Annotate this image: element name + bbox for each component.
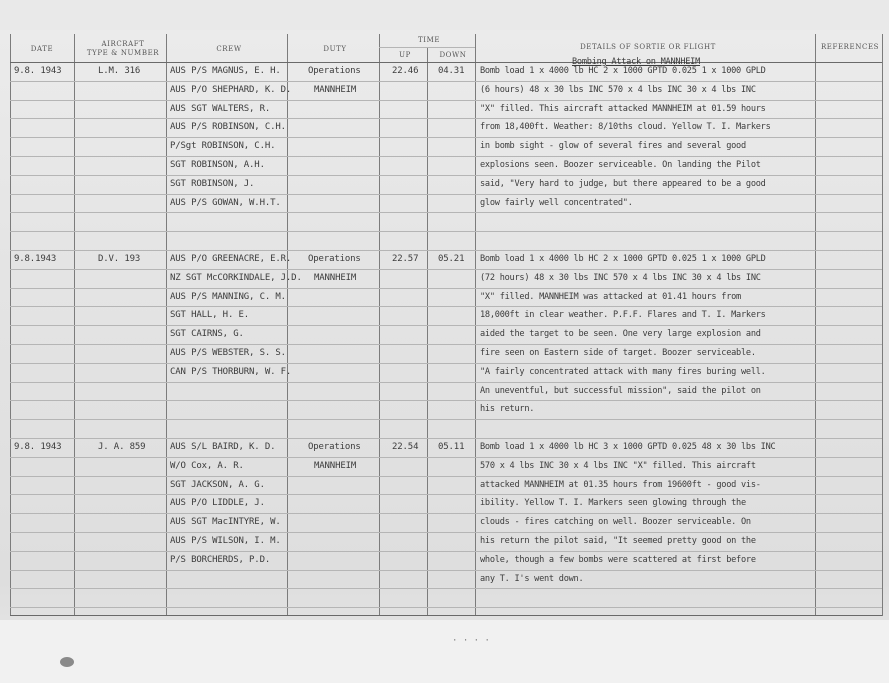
- crew-member: SGT HALL, H. E.: [170, 310, 250, 321]
- details-line: Bomb load 1 x 4000 lb HC 3 x 1000 GPTD 0.025 48 x 30 lbs INC: [480, 442, 776, 452]
- row-rule: [10, 250, 882, 251]
- crew-member: P/Sgt ROBINSON, C.H.: [170, 141, 276, 152]
- details-line: whole, though a few bombs were scattered at first before: [480, 554, 756, 565]
- aircraft-number: D.V. 193: [98, 254, 141, 264]
- details-line: Bomb load 1 x 4000 lb HC 2 x 1000 GPTD 0.025 1 x 1000 GPLD: [480, 66, 766, 76]
- duty-entry: Operations: [308, 66, 361, 76]
- crew-member: P/S BORCHERDS, P.D.: [170, 554, 271, 565]
- bottom-margin: [0, 620, 889, 683]
- details-line: said, "Very hard to judge, but there appeared to be a good: [480, 178, 766, 189]
- duty-entry: Operations: [308, 254, 361, 264]
- row-rule: [10, 607, 882, 608]
- row-rule: [10, 81, 882, 82]
- header-duty: DUTY: [323, 45, 347, 53]
- details-line: "X" filled. This aircraft attacked MANNHEIM at 01.59 hours: [480, 103, 766, 114]
- row-rule: [10, 156, 882, 157]
- crew-member: W/O Cox, A. R.: [170, 460, 244, 471]
- header-time-up: UP: [399, 51, 411, 59]
- page-mark: · · · ·: [452, 636, 490, 646]
- details-line: fire seen on Eastern side of target. Boozer serviceable.: [480, 348, 756, 358]
- details-line: "A fairly concentrated attack with many fires buring well.: [480, 366, 766, 377]
- duty-entry: MANNHEIM: [314, 84, 357, 95]
- row-rule: [10, 551, 882, 552]
- row-rule: [10, 288, 882, 289]
- sortie-date: 9.8. 1943: [14, 66, 62, 76]
- row-rule: [10, 231, 882, 232]
- table-bottom-rule: [10, 615, 882, 616]
- header-date: DATE: [30, 45, 54, 53]
- crew-member: SGT CAIRNS, G.: [170, 329, 244, 340]
- header-details: DETAILS OF SORTIE OR FLIGHT: [580, 43, 716, 51]
- row-rule: [10, 457, 882, 458]
- row-rule: [10, 476, 882, 477]
- details-line: aided the target to be seen. One very large explosion and: [480, 329, 761, 340]
- row-rule: [10, 400, 882, 401]
- details-line: his return.: [480, 404, 535, 415]
- row-rule: [10, 419, 882, 420]
- crew-member: NZ SGT McCORKINDALE, J.D.: [170, 272, 302, 283]
- row-rule: [10, 344, 882, 345]
- crew-member: SGT JACKSON, A. G.: [170, 479, 265, 490]
- crew-member: SGT ROBINSON, J.: [170, 178, 255, 189]
- duty-entry: MANNHEIM: [314, 460, 357, 471]
- crew-member: AUS P/S MANNING, C. M.: [170, 291, 286, 302]
- row-rule: [10, 212, 882, 213]
- details-line: (6 hours) 48 x 30 lbs INC 570 x 4 lbs INC 30 x 4 lbs INC: [480, 84, 756, 95]
- aircraft-number: L.M. 316: [98, 66, 141, 76]
- details-line: his return the pilot said, "It seemed pretty good on the: [480, 536, 756, 546]
- details-line: explosions seen. Boozer serviceable. On landing the Pilot: [480, 160, 761, 170]
- time-down: 05.21: [438, 254, 465, 264]
- time-up: 22.57: [392, 254, 419, 264]
- header-references: REFERENCES: [820, 43, 880, 51]
- column-rule: [882, 34, 883, 616]
- time-up: 22.54: [392, 442, 419, 452]
- header-crew: CREW: [216, 45, 242, 53]
- crew-member: AUS P/S GOWAN, W.H.T.: [170, 197, 281, 208]
- row-rule: [10, 438, 882, 439]
- aircraft-number: J. A. 859: [98, 442, 146, 452]
- row-rule: [10, 532, 882, 533]
- duty-entry: MANNHEIM: [314, 272, 357, 283]
- crew-member: SGT ROBINSON, A.H.: [170, 160, 265, 170]
- details-line: Bomb load 1 x 4000 lb HC 2 x 1000 GPTD 0.025 1 x 1000 GPLD: [480, 254, 766, 264]
- column-rule: [427, 47, 428, 616]
- time-down: 05.11: [438, 442, 465, 452]
- details-line: from 18,400ft. Weather: 8/10ths cloud. Yellow T. I. Markers: [480, 122, 771, 133]
- row-rule: [10, 175, 882, 176]
- row-rule: [10, 363, 882, 364]
- crew-member: CAN P/S THORBURN, W. F.: [170, 366, 292, 377]
- crew-member: AUS P/S WILSON, I. M.: [170, 536, 281, 546]
- row-rule: [10, 325, 882, 326]
- sortie-heading: Bombing Attack on MANNHEIM: [572, 57, 701, 67]
- crew-member: AUS S/L BAIRD, K. D.: [170, 442, 276, 452]
- row-rule: [10, 118, 882, 119]
- details-line: An uneventful, but successful mission", said the pilot on: [480, 385, 761, 396]
- crew-member: AUS SGT WALTERS, R.: [170, 103, 271, 114]
- time-up: 22.46: [392, 66, 419, 76]
- row-rule: [10, 269, 882, 270]
- row-rule: [10, 513, 882, 514]
- row-rule: [10, 382, 882, 383]
- header-time: TIME: [417, 36, 441, 44]
- duty-entry: Operations: [308, 442, 361, 452]
- top-margin: [0, 0, 889, 30]
- operations-record-table: [10, 34, 882, 616]
- details-line: attacked MANNHEIM at 01.35 hours from 19600ft - good vis-: [480, 479, 761, 490]
- row-rule: [10, 194, 882, 195]
- header-aircraft: [78, 40, 168, 58]
- header-aircraft-text: AIRCRAFT TYPE & NUMBER: [86, 40, 160, 57]
- row-rule: [10, 100, 882, 101]
- crew-member: AUS P/O GREENACRE, E.R.: [170, 254, 292, 264]
- details-line: (72 hours) 48 x 30 lbs INC 570 x 4 lbs INC 30 x 4 lbs INC: [480, 272, 761, 283]
- details-line: 18,000ft in clear weather. P.F.F. Flares and T. I. Markers: [480, 310, 766, 321]
- details-line: ibility. Yellow T. I. Markers seen glowing through the: [480, 498, 746, 509]
- header-time-down: DOWN: [439, 51, 467, 59]
- crew-member: AUS P/S ROBINSON, C.H.: [170, 122, 286, 133]
- sortie-date: 9.8. 1943: [14, 442, 62, 452]
- time-subheader-rule: [379, 47, 475, 48]
- details-line: glow fairly well concentrated".: [480, 197, 633, 208]
- details-line: any T. I's went down.: [480, 573, 584, 584]
- row-rule: [10, 570, 882, 571]
- details-line: "X" filled. MANNHEIM was attacked at 01.41 hours from: [480, 291, 741, 302]
- row-rule: [10, 137, 882, 138]
- sortie-date: 9.8.1943: [14, 254, 57, 264]
- crew-member: AUS P/O SHEPHARD, K. D.: [170, 84, 292, 95]
- row-rule: [10, 588, 882, 589]
- time-down: 04.31: [438, 66, 465, 76]
- row-rule: [10, 306, 882, 307]
- crew-member: AUS P/S WEBSTER, S. S.: [170, 348, 286, 358]
- header-rule: [10, 62, 882, 63]
- details-line: clouds - fires catching on well. Boozer serviceable. On: [480, 517, 751, 528]
- crew-member: AUS SGT MacINTYRE, W.: [170, 517, 281, 528]
- punch-hole: [60, 657, 74, 667]
- crew-member: AUS P/O LIDDLE, J.: [170, 498, 265, 509]
- details-line: in bomb sight - glow of several fires and several good: [480, 141, 746, 152]
- crew-member: AUS P/S MAGNUS, E. H.: [170, 66, 281, 76]
- row-rule: [10, 494, 882, 495]
- details-line: 570 x 4 lbs INC 30 x 4 lbs INC "X" filled. This aircraft: [480, 460, 756, 471]
